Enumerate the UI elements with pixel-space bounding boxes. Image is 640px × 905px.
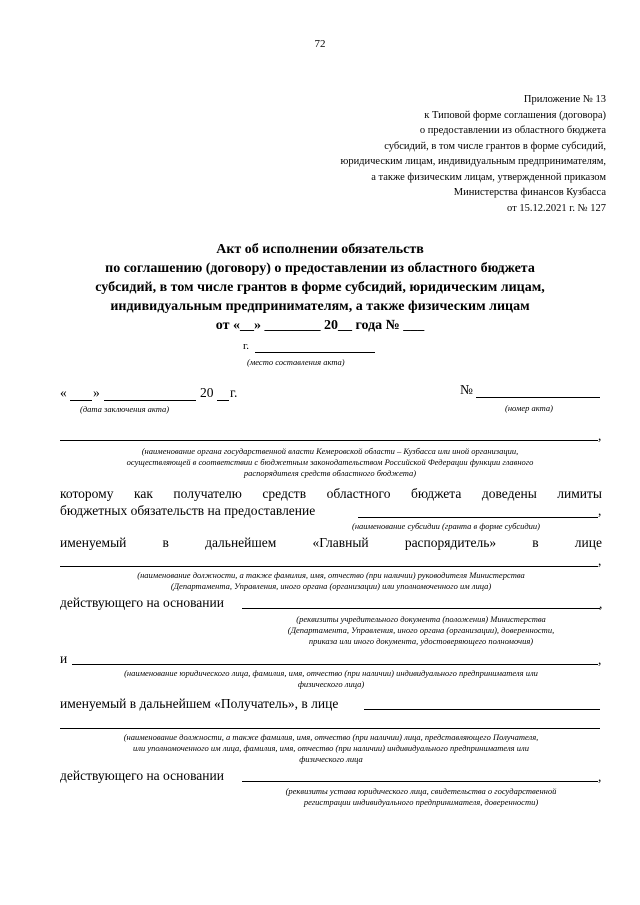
comma: , xyxy=(598,503,602,518)
comma: , xyxy=(598,553,602,568)
title-line: от «__» ________ 20__ года № ___ xyxy=(215,318,425,333)
word: получателю xyxy=(173,486,242,501)
comma: , xyxy=(599,596,603,611)
word: которому xyxy=(60,486,114,501)
caption-line: (реквизиты устава юридического лица, свидетельства о государственной xyxy=(285,786,557,796)
word: доведены xyxy=(481,486,537,501)
appendix-block xyxy=(246,92,606,216)
caption-line: (реквизиты учредительного документа (положения) Министерства xyxy=(296,614,546,624)
appendix-line: к Типовой форме соглашения (договора) xyxy=(424,109,606,121)
main-distributor-line xyxy=(60,535,602,551)
recipient-basis-field[interactable] xyxy=(242,781,598,782)
acting-basis-label-2: действующего на основании xyxy=(60,768,224,783)
appendix-line: Министерства финансов Кузбасса xyxy=(453,187,606,198)
subsidy-name-field[interactable] xyxy=(358,517,598,518)
place-field[interactable] xyxy=(255,352,375,353)
word: областного xyxy=(326,486,391,501)
title-line: Акт об исполнении обязательств xyxy=(216,242,424,257)
recipient-basis-caption xyxy=(240,786,602,808)
date-caption: (дата заключения акта) xyxy=(80,404,170,414)
caption-line: приказа или иного документа, удостоверяющего полномочия) xyxy=(308,636,534,646)
comma: , xyxy=(598,652,602,667)
word: средств xyxy=(262,486,307,501)
word: бюджета xyxy=(411,486,462,501)
word: именуемый xyxy=(60,535,127,550)
caption-line: (Департамента, Управления, иного органа (организации), доверенности, xyxy=(287,625,555,635)
act-number-prefix: № xyxy=(460,382,473,397)
caption-line: регистрации индивидуального предпринимателя, доверенности) xyxy=(303,797,539,807)
caption-line: физического лица) xyxy=(297,679,365,689)
comma: , xyxy=(598,769,602,784)
word: «Главный xyxy=(312,535,369,550)
word: лице xyxy=(574,535,602,550)
date-year-suffix: г. xyxy=(230,385,238,400)
caption-line: (наименование должности, а также фамилия, имя, отчество (при наличии) руководителя Министерства xyxy=(137,570,525,580)
word: в xyxy=(532,535,539,550)
title-line: субсидий, в том числе грантов в форме субсидий, юридическим лицам, xyxy=(95,280,545,295)
subsidy-caption: (наименование субсидии (гранта в форме субсидии) xyxy=(352,521,540,531)
caption-line: распорядителя средств областного бюджета) xyxy=(243,468,417,478)
place-caption: (место составления акта) xyxy=(247,357,345,367)
recipient-text-line2: бюджетных обязательств на предоставление xyxy=(60,503,316,518)
appendix-line: от 15.12.2021 г. № 127 xyxy=(507,202,606,214)
page-number: 72 xyxy=(314,38,326,50)
head-official-caption xyxy=(60,570,602,592)
basis-document-caption xyxy=(240,614,602,647)
comma: , xyxy=(598,428,602,443)
date-day-field[interactable] xyxy=(70,400,92,401)
caption-line: физического лица xyxy=(299,754,363,764)
date-year-field[interactable] xyxy=(217,400,229,401)
organization-field[interactable] xyxy=(60,440,598,441)
place-prefix: г. xyxy=(243,340,250,352)
recipient-named-label: именуемый в дальнейшем «Получатель», в лице xyxy=(60,696,339,711)
caption-line: (наименование должности, а также фамилия, имя, отчество (при наличии) лица, представляющего Получателя, xyxy=(123,732,539,742)
appendix-line: юридическим лицам, индивидуальным предпринимателям, xyxy=(340,156,606,167)
caption-line: или уполномоченного им лица, фамилия, имя, отчество (при наличии) индивидуального предпринимателя или xyxy=(133,743,529,753)
word: распорядитель» xyxy=(404,535,497,550)
recipient-representative-caption xyxy=(60,732,602,765)
caption-line: осуществляющей в соответствии с бюджетным законодательством Российской Федерации функции главного xyxy=(126,457,534,467)
basis-document-field[interactable] xyxy=(242,608,600,609)
title-line: индивидуальным предпринимателям, а также физическим лицам xyxy=(110,299,530,314)
date-close-quote: » xyxy=(93,385,100,400)
recipient-name-field[interactable] xyxy=(72,664,598,665)
word: дальнейшем xyxy=(205,535,277,550)
appendix-line: о предоставлении из областного бюджета xyxy=(419,125,606,136)
organization-caption xyxy=(60,446,600,479)
head-official-field[interactable] xyxy=(60,566,598,567)
date-open-quote: « xyxy=(60,385,67,400)
act-number-field[interactable] xyxy=(476,397,600,398)
appendix-line: Приложение № 13 xyxy=(523,94,606,105)
recipient-representative-field[interactable] xyxy=(364,709,600,710)
appendix-line: субсидий, в том числе грантов в форме субсидий, xyxy=(384,140,606,152)
caption-line: (наименование юридического лица, фамилия, имя, отчество (при наличии) индивидуального предпринимателя или xyxy=(124,668,538,678)
date-month-field[interactable] xyxy=(104,400,196,401)
word: в xyxy=(162,535,169,550)
caption-line: (Департамента, Управления, иного органа (организации) или уполномоченного им лица) xyxy=(170,581,492,591)
recipient-text-line1 xyxy=(60,486,602,502)
recipient-representative-field-2[interactable] xyxy=(60,728,600,729)
acting-basis-label: действующего на основании xyxy=(60,595,224,610)
caption-line: (наименование органа государственной власти Кемеровской области – Кузбасса или иной организации, xyxy=(141,446,519,456)
appendix-line: а также физическим лицам, утвержденной приказом xyxy=(371,171,606,183)
act-number-caption: (номер акта) xyxy=(505,403,553,413)
word: лимиты xyxy=(557,486,602,501)
document-title xyxy=(60,240,580,335)
recipient-name-caption xyxy=(60,668,602,690)
date-year: 20 xyxy=(200,385,214,400)
title-line: по соглашению (договору) о предоставлении из областного бюджета xyxy=(105,261,535,276)
word: как xyxy=(133,486,153,501)
and-label: и xyxy=(60,651,68,666)
